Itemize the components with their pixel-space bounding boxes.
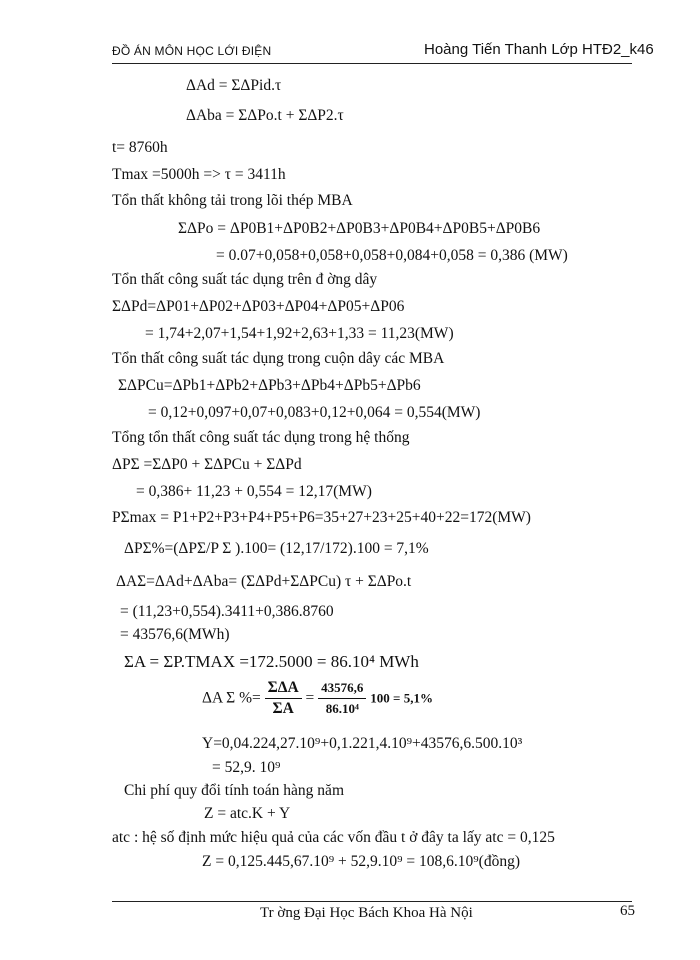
text-line: Tổn thất công suất tác dụng trong cuộn dây các MBA [112, 350, 445, 367]
formula-line: ΔAba = ΣΔPo.t + ΣΔP2.τ [186, 107, 344, 124]
formula-line: ΣΔPo = ΔP0B1+ΔP0B2+ΔP0B3+ΔP0B4+ΔP0B5+ΔP0B6 [178, 220, 541, 237]
header-right: Hoàng Tiến Thanh Lớp HTĐ2_k46 [424, 41, 654, 58]
formula-line: ΔAΣ=ΔAd+ΔAba= (ΣΔPd+ΣΔPCu) τ + ΣΔPo.t [116, 573, 412, 590]
formula-line: ΔPΣ =ΣΔP0 + ΣΔPCu + ΣΔPd [112, 456, 302, 473]
formula-line: = 52,9. 10⁹ [212, 759, 281, 776]
text-line: Chi phí quy đổi tính toán hàng năm [124, 782, 344, 799]
fraction-values [318, 678, 366, 719]
formula-line: ΣA = ΣP.TMAX =172.5000 = 86.10⁴ MWh [124, 652, 419, 671]
fraction-eq: = [305, 689, 315, 707]
fraction-numerator: 43576,6 [318, 678, 366, 699]
formula-line: ΣΔPd=ΔP01+ΔP02+ΔP03+ΔP04+ΔP05+ΔP06 [112, 298, 405, 315]
formula-line: = 0,12+0,097+0,07+0,083+0,12+0,064 = 0,554(MW) [148, 404, 481, 421]
formula-line: ΣΔPCu=ΔPb1+ΔPb2+ΔPb3+ΔPb4+ΔPb5+ΔPb6 [118, 377, 421, 394]
fraction-tail: 100 = 5,1% [370, 690, 433, 706]
formula-line: = 43576,6(MWh) [120, 626, 230, 643]
text-line: atc : hệ số định mức hiệu quả của các vốn đầu t ở đây ta lấy atc = 0,125 [112, 829, 555, 846]
formula-line: PΣmax = P1+P2+P3+P4+P5+P6=35+27+23+25+40+22=172(MW) [112, 509, 531, 526]
formula-line: ΔAd = ΣΔPid.τ [186, 77, 282, 94]
fraction-denominator: ΣA [272, 700, 294, 717]
footer-rule [112, 901, 632, 902]
percent-loss-formula [202, 678, 433, 719]
formula-line: = 0,386+ 11,23 + 0,554 = 12,17(MW) [136, 483, 372, 500]
header-rule [112, 63, 632, 64]
footer-school: Tr ờng Đại Học Bách Khoa Hà Nội [260, 905, 473, 921]
formula-line: Z = 0,125.445,67.10⁹ + 52,9.10⁹ = 108,6.10⁹(đồng) [202, 853, 520, 870]
formula-line: = (11,23+0,554).3411+0,386.8760 [120, 603, 334, 620]
formula-line: ΔPΣ%=(ΔPΣ/P Σ ).100= (12,17/172).100 = 7,1% [124, 540, 429, 557]
fraction-lhs: ΔA Σ %= [202, 689, 261, 707]
fraction-denominator: 86.10⁴ [325, 701, 359, 716]
text-line: Tổn thất không tải trong lõi thép MBA [112, 192, 353, 209]
formula-line: Z = atc.K + Y [204, 805, 291, 822]
fraction-sum [265, 678, 302, 719]
formula-line: Y=0,04.224,27.10⁹+0,1.221,4.10⁹+43576,6.500.10³ [202, 735, 523, 752]
formula-line: = 1,74+2,07+1,54+1,92+2,63+1,33 = 11,23(MW) [145, 325, 454, 342]
text-line: t= 8760h [112, 139, 168, 156]
text-line: Tổng tổn thất công suất tác dụng trong hệ thống [112, 429, 410, 446]
formula-line: = 0.07+0,058+0,058+0,058+0,084+0,058 = 0,386 (MW) [216, 247, 568, 264]
text-line: Tmax =5000h => τ = 3411h [112, 166, 286, 183]
page-number: 65 [620, 903, 635, 919]
fraction-numerator: ΣΔA [265, 678, 302, 699]
text-line: Tổn thất công suất tác dụng trên đ ờng dây [112, 271, 378, 288]
header-left: ĐỒ ÁN MÔN HỌC LỚI ĐIỆN [112, 44, 272, 58]
